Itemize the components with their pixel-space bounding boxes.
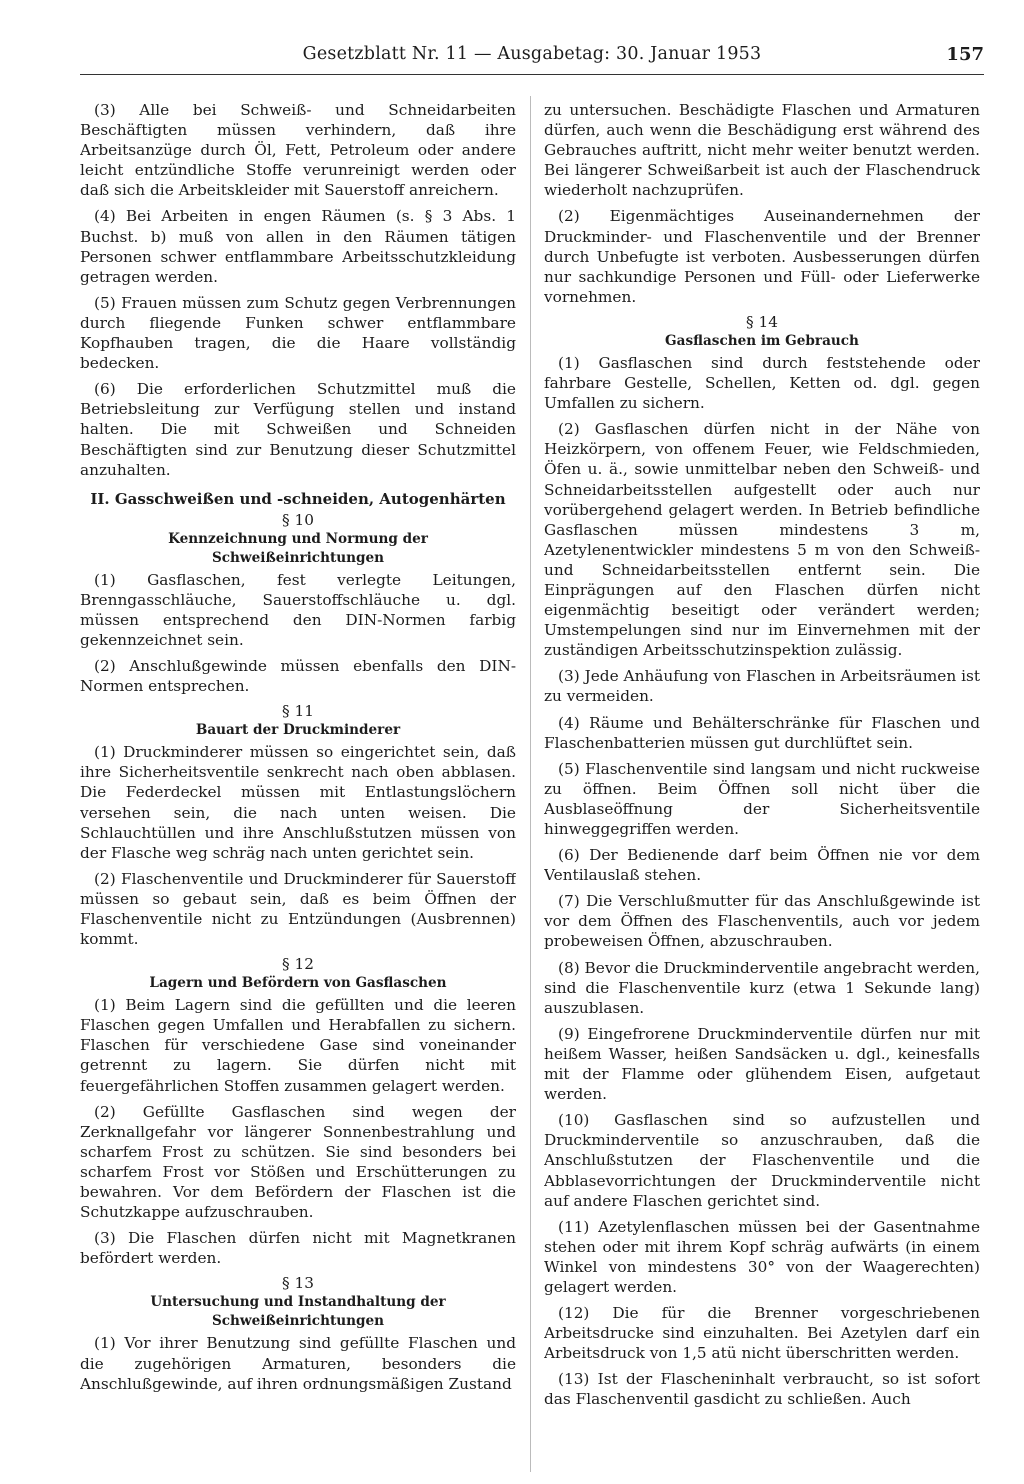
section-title: Lagern und Befördern von Gasflaschen (149, 975, 447, 992)
section-title: Gasflaschen im Gebrauch (665, 332, 859, 349)
gazette-header-title: Gesetzblatt Nr. 11 — Ausgabetag: 30. Januar 1953 (302, 44, 762, 64)
paragraph: (2) Eigenmächtiges Auseinandernehmen der Druckminder- und Flaschenventile und der Brenner durch Unbefugte ist verboten. Ausbesserungen dürfen nur sachkundige Personen und Füll- oder Lieferwerke vornehmen. (544, 207, 980, 306)
section-title: Kennzeichnung und Normung der Schweißeinrichtungen (168, 530, 428, 566)
paragraph: (4) Bei Arbeiten in engen Räumen (s. § 3 Abs. 1 Buchst. b) muß von allen in den Räumen tätigen Personen schwer entflammbare Arbeitsschutzkleidung getragen werden. (80, 207, 516, 286)
paragraph: (12) Die für die Brenner vorgeschriebenen Arbeitsdrucke sind einzuhalten. Bei Azetylen darf ein Arbeitsdruck von 1,5 atü nicht überschritten werden. (544, 1304, 980, 1363)
paragraph: (2) Gasflaschen dürfen nicht in der Nähe von Heizkörpern, von offenem Feuer, wie Feldschmieden, Öfen u. ä., sowie unmittelbar neben den Schweiß- und Schneidarbeitsstellen aufgestellt oder auch nur vorübergehend gelagert werden. In Betrieb befindliche Gasflaschen müssen mindestens 3 m, Azetylenentwickler mindestens 5 m von den Schweiß- und Schneidarbeitsstellen entfernt sein. Die Einprägungen auf den Flaschen dürfen nicht eigenmächtig beseitigt oder verändert werden; Umstempelungen sind nur im Einvernehmen mit der zuständigen Arbeitsschutzinspektion zulässig. (544, 420, 980, 660)
paragraph: (1) Gasflaschen, fest verlegte Leitungen, Brenngasschläuche, Sauerstoffschläuche u. dgl. müssen entsprechend den DIN-Normen farbig gekennzeichnet sein. (80, 570, 516, 649)
paragraph: (2) Flaschenventile und Druckminderer für Sauerstoff müssen so gebaut sein, daß es beim Öffnen der Flaschenventile nicht zu Entzündungen (Ausbrennen) kommt. (80, 869, 516, 949)
paragraph: (13) Ist der Flascheninhalt verbraucht, so ist sofort das Flaschenventil gasdicht zu schließen. Auch (544, 1370, 980, 1409)
paragraph: (3) Die Flaschen dürfen nicht mit Magnetkranen befördert werden. (80, 1229, 516, 1268)
paragraph: (5) Frauen müssen zum Schutz gegen Verbrennungen durch fliegende Funken schwer entflammbare Kopfhauben tragen, die die Haare vollständig bedecken. (80, 293, 516, 373)
paragraph: (5) Flaschenventile sind langsam und nicht ruckweise zu öffnen. Beim Öffnen soll nicht über die Ausblaseöffnung der Sicherheitsventile hinweggegriffen werden. (544, 759, 980, 838)
part-heading: II. Gasschweißen und -schneiden, Autogenhärten (90, 489, 506, 508)
section-title: Untersuchung und Instandhaltung der Schweißeinrichtungen (150, 1294, 446, 1330)
page-number: 157 (946, 44, 984, 65)
paragraph: (11) Azetylenflaschen müssen bei der Gasentnahme stehen oder mit ihrem Kopf schräg aufwärts (in einem Winkel von mindestens 30° von der Waagerechten) gelagert werden. (544, 1217, 980, 1296)
section-number: § 14 (746, 312, 778, 331)
paragraph: (6) Die erforderlichen Schutzmittel muß die Betriebsleitung zur Verfügung stellen und instand halten. Die mit Schweißen und Schneiden Beschäftigten sind zur Benutzung dieser Schutzmittel anzuhalten. (80, 380, 516, 479)
paragraph: (3) Jede Anhäufung von Flaschen in Arbeitsräumen ist zu vermeiden. (544, 667, 980, 706)
paragraph: (10) Gasflaschen sind so aufzustellen und Druckminderventile so anzuschrauben, daß die Anschlußstutzen der Flaschenventile und die Abblasevorrichtungen der Druckminderventile nicht auf andere Flaschen gerichtet sind. (544, 1111, 980, 1210)
paragraph: (1) Beim Lagern sind die gefüllten und die leeren Flaschen gegen Umfallen und Herabfallen zu sichern. Flaschen für verschiedene Gase sind voneinander getrennt zu lagern. Sie dürfen nicht mit feuergefährlichen Stoffen zusammen gelagert werden. (80, 996, 516, 1095)
paragraph: (1) Vor ihrer Benutzung sind gefüllte Flaschen und die zugehörigen Armaturen, besonders die Anschlußgewinde, auf ihren ordnungsmäßigen Zustand (80, 1334, 516, 1393)
paragraph: (4) Räume und Behälterschränke für Flaschen und Flaschenbatterien müssen gut durchlüftet sein. (544, 713, 980, 752)
paragraph: zu untersuchen. Beschädigte Flaschen und Armaturen dürfen, auch wenn die Beschädigung erst während des Gebrauches auftritt, nicht mehr weiter benutzt werden. Bei längerer Schweißarbeit ist auch der Flaschendruck wiederholt nachzuprüfen. (544, 101, 980, 200)
paragraph: (6) Der Bedienende darf beim Öffnen nie vor dem Ventilauslaß stehen. (544, 846, 980, 885)
page-header (80, 44, 984, 75)
paragraph: (3) Alle bei Schweiß- und Schneidarbeiten Beschäftigten müssen verhindern, daß ihre Arbeitsanzüge durch Öl, Fett, Petroleum oder andere leicht entzündliche Stoffe verunreinigt werden oder daß sich die Arbeitskleider mit Sauerstoff anreichern. (80, 101, 516, 200)
right-column (544, 100, 980, 1476)
section-number: § 11 (282, 702, 314, 721)
paragraph: (1) Gasflaschen sind durch feststehende oder fahrbare Gestelle, Schellen, Ketten od. dgl. gegen Umfallen zu sichern. (544, 353, 980, 413)
paragraph: (8) Bevor die Druckminderventile angebracht werden, sind die Flaschenventile kurz (etwa 1 Sekunde lang) auszublasen. (544, 958, 980, 1017)
paragraph: (9) Eingefrorene Druckminderventile dürfen nur mit heißem Wasser, heißen Sandsäcken u. dgl., keinesfalls mit der Flamme oder glühendem Eisen, aufgetaut werden. (544, 1024, 980, 1104)
paragraph: (2) Gefüllte Gasflaschen sind wegen der Zerknallgefahr vor längerer Sonnenbestrahlung und scharfem Frost zu schützen. Sie sind besonders bei scharfem Frost vor Stößen und Erschütterungen zu bewahren. Vor dem Befördern der Flaschen ist die Schutzkappe aufzuschrauben. (80, 1102, 516, 1222)
paragraph: (7) Die Verschlußmutter für das Anschlußgewinde ist vor dem Öffnen des Flaschenventils, auch vor jedem probeweisen Öffnen, abzuschrauben. (544, 892, 980, 951)
section-title: Bauart der Druckminderer (195, 722, 401, 739)
section-number: § 13 (282, 1274, 314, 1293)
paragraph: (1) Druckminderer müssen so eingerichtet sein, daß ihre Sicherheitsventile senkrecht nach oben abblasen. Die Federdeckel müssen mit Entlastungslöchern versehen sein, die nach unten weisen. Die Schlauchtüllen und ihre Anschlußstutzen müssen von der Flasche weg schräg nach unten gerichtet sein. (80, 743, 516, 862)
left-column (80, 100, 516, 1476)
section-number: § 10 (282, 510, 314, 529)
paragraph: (2) Anschlußgewinde müssen ebenfalls den DIN-Normen entsprechen. (80, 657, 516, 696)
section-number: § 12 (282, 955, 314, 974)
column-divider (530, 96, 531, 1472)
